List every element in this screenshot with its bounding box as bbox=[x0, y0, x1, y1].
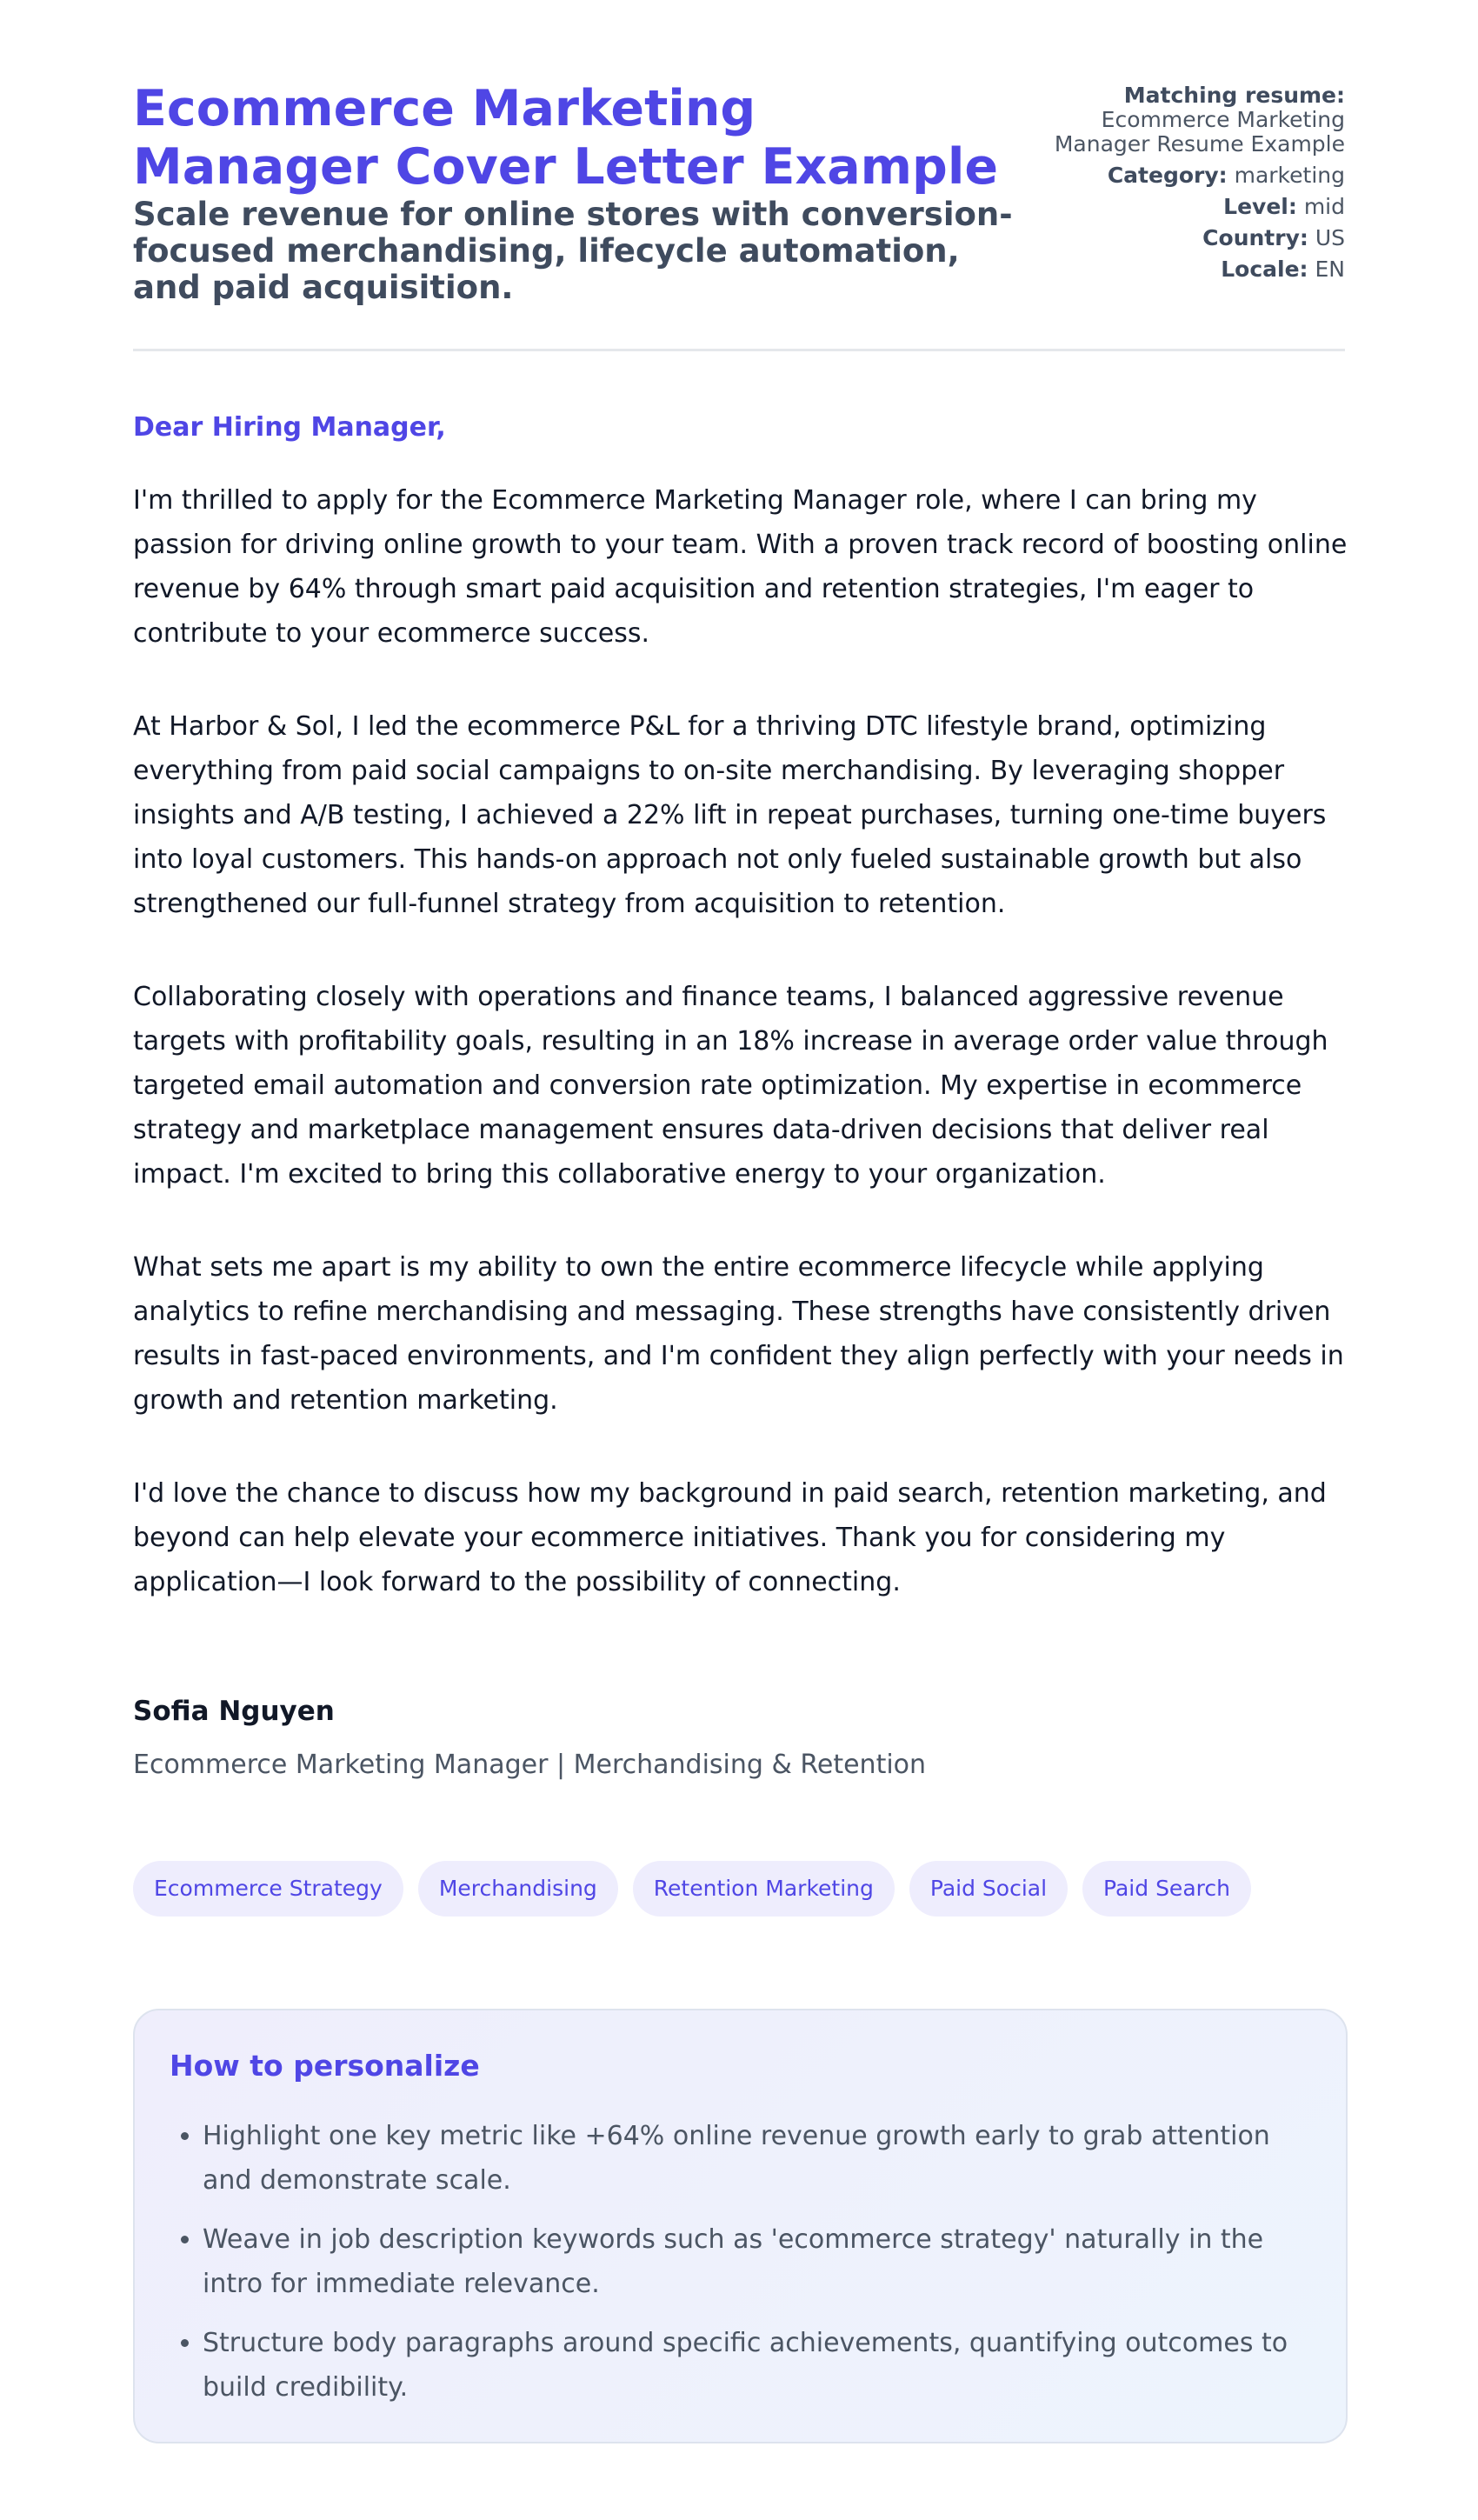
personalize-card bbox=[133, 2009, 1348, 2443]
personalize-title: How to personalize bbox=[170, 2049, 480, 2083]
personalize-tip: • Structure body paragraphs around specific achievements, quantifying outcomes to build credibility. bbox=[203, 2321, 1311, 2410]
skill-tags bbox=[133, 1861, 1251, 1917]
skill-tag: Merchandising bbox=[418, 1861, 618, 1917]
page-header bbox=[133, 0, 1345, 351]
letter-body bbox=[133, 478, 1359, 1653]
level-label: Level: bbox=[1223, 194, 1297, 219]
letter-greeting: Dear Hiring Manager, bbox=[133, 412, 446, 443]
skill-tag: Paid Search bbox=[1082, 1861, 1251, 1917]
category-label: Category: bbox=[1107, 163, 1228, 188]
signature-role: Ecommerce Marketing Manager | Merchandising & Retention bbox=[133, 1750, 927, 1780]
resume-meta bbox=[1032, 83, 1345, 289]
letter-paragraph: Collaborating closely with operations and finance teams, I balanced aggressive revenue targets with profitability goals, resulting in an 18% increase in average order value through targeted email automation and conversion rate optimization. My expertise in ecommerce strategy and marketplace management ensures data-driven decisions that deliver real impact. I'm excited to bring this collaborative energy to your organization. bbox=[133, 982, 1328, 1190]
personalize-list bbox=[170, 2114, 1311, 2410]
page-title: Ecommerce Marketing Manager Cover Letter Example bbox=[133, 80, 999, 196]
letter-paragraph: I'm thrilled to apply for the Ecommerce Marketing Manager role, where I can bring my passion for driving online growth to your team. With a proven track record of boosting online revenue by 64% through smart paid acquisition and retention strategies, I'm eager to contribute to your ecommerce success. bbox=[133, 485, 1348, 649]
personalize-tip: • Highlight one key metric like +64% online revenue growth early to grab attention and demonstrate scale. bbox=[203, 2114, 1311, 2203]
signature-name: Sofia Nguyen bbox=[133, 1696, 335, 1727]
country-label: Country: bbox=[1202, 225, 1308, 250]
skill-tag: Paid Social bbox=[909, 1861, 1068, 1917]
meta-locale bbox=[1032, 257, 1345, 282]
level-value: mid bbox=[1303, 194, 1345, 219]
meta-level bbox=[1032, 195, 1345, 219]
country-value: US bbox=[1315, 225, 1345, 250]
letter-paragraph: At Harbor & Sol, I led the ecommerce P&L for a thriving DTC lifestyle brand, optimizing everything from paid social campaigns to on-site merchandising. By leveraging shopper insights and A/B testing, I achieved a 22% lift in repeat purchases, turning one-time buyers into loyal customers. This hands-on approach not only fueled sustainable growth but also strengthened our full-funnel strategy from acquisition to retention. bbox=[133, 711, 1327, 919]
skill-tag: Ecommerce Strategy bbox=[133, 1861, 403, 1917]
letter-paragraph: What sets me apart is my ability to own the entire ecommerce lifecycle while applying analytics to refine merchandising and messaging. These strengths have consistently driven results in fast-paced environments, and I'm confident they align perfectly with your needs in growth and retention marketing. bbox=[133, 1252, 1344, 1416]
signature-block bbox=[133, 1696, 926, 1780]
letter-paragraph: I'd love the chance to discuss how my background in paid search, retention marketing, and beyond can help elevate your ecommerce initiatives. Thank you for considering my application—I look forward to the possibility of connecting. bbox=[133, 1478, 1327, 1597]
meta-country bbox=[1032, 226, 1345, 250]
category-value: marketing bbox=[1234, 163, 1345, 188]
meta-category bbox=[1032, 163, 1345, 188]
matching-resume-value: Ecommerce Marketing Manager Resume Example bbox=[1054, 107, 1345, 157]
locale-value: EN bbox=[1315, 257, 1345, 282]
locale-label: Locale: bbox=[1221, 257, 1308, 282]
matching-resume-label: Matching resume: bbox=[1123, 83, 1345, 108]
skill-tag: Retention Marketing bbox=[633, 1861, 895, 1917]
page-subtitle: Scale revenue for online stores with conversion-focused merchandising, lifecycle automation, and paid acquisition. bbox=[133, 196, 1013, 306]
personalize-tip: • Weave in job description keywords such as 'ecommerce strategy' naturally in the intro for immediate relevance. bbox=[203, 2217, 1311, 2306]
